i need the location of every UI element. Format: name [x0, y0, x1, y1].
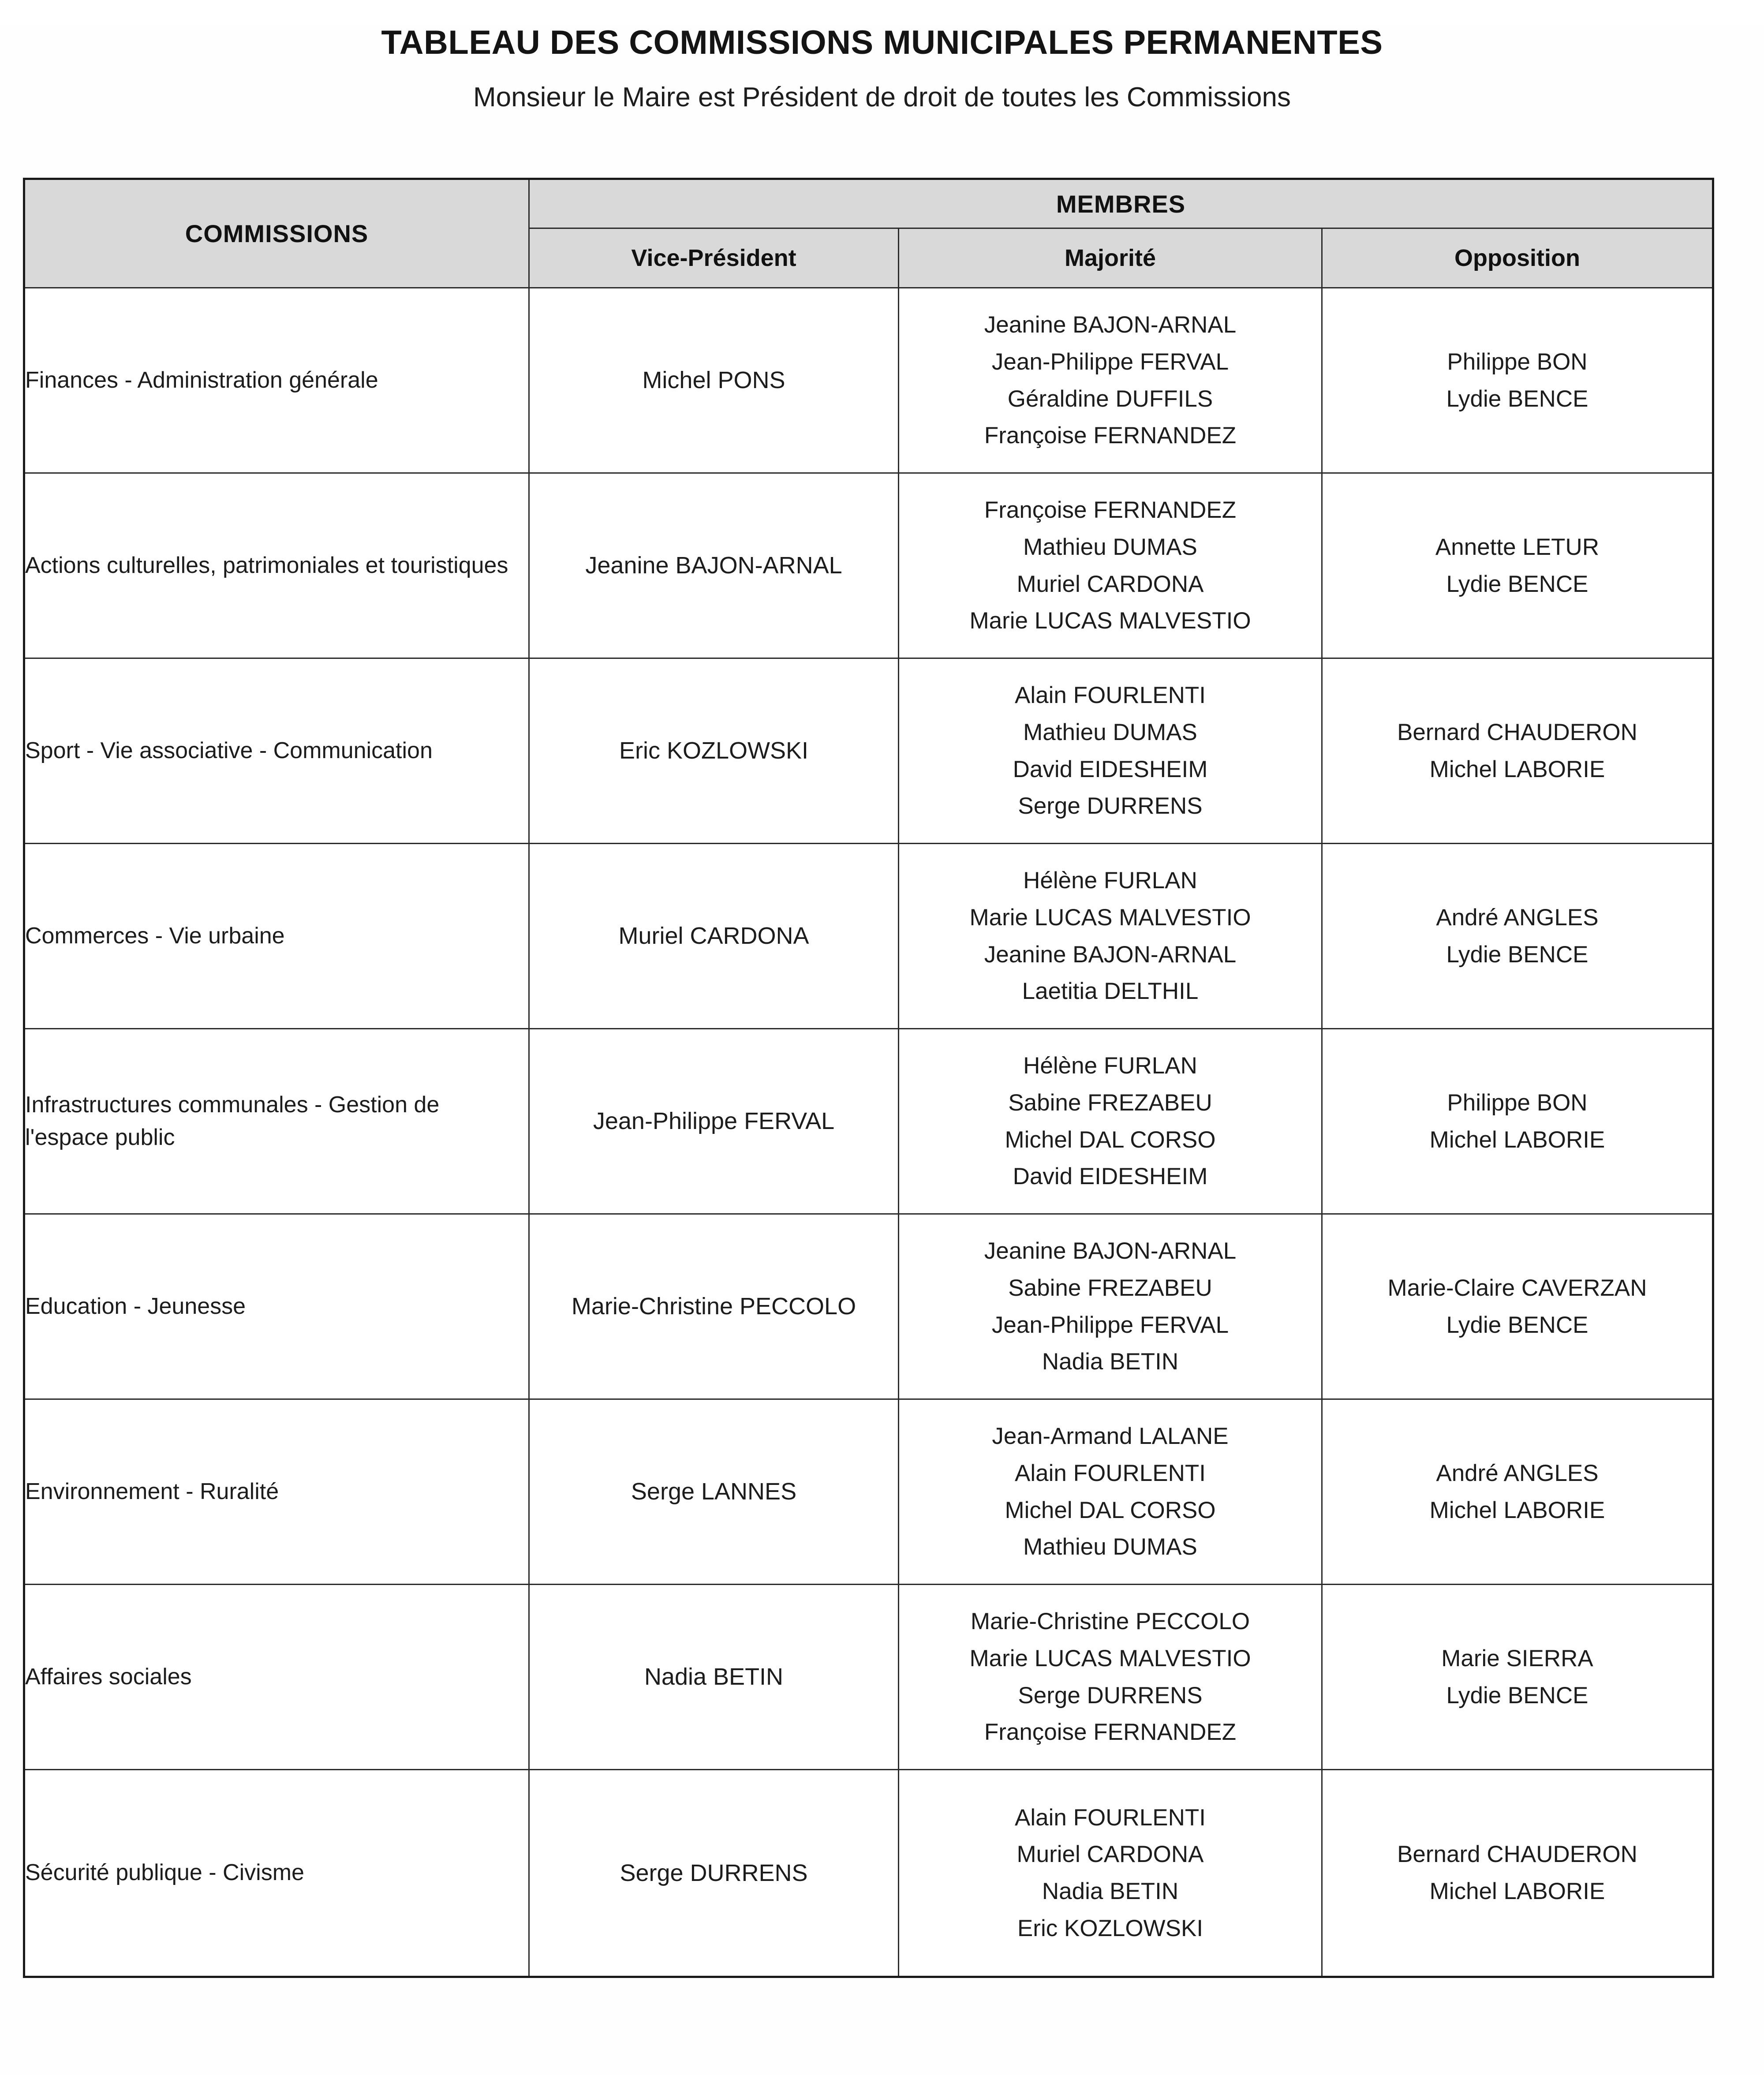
- opposition-members-cell: [1322, 1770, 1713, 1977]
- majorite-members-cell: [899, 1770, 1322, 1977]
- member-name: Mathieu DUMAS: [1023, 719, 1197, 745]
- member-name: Muriel CARDONA: [1017, 1841, 1204, 1868]
- majorite-members-cell: [899, 844, 1322, 1029]
- member-name: Mathieu DUMAS: [1023, 1534, 1197, 1560]
- commission-name-cell: Infrastructures communales - Gestion de l'espace public: [24, 1029, 529, 1214]
- majorite-members-cell: [899, 1029, 1322, 1214]
- member-name: Marie SIERRA: [1441, 1645, 1593, 1671]
- member-name: Philippe BON: [1447, 1089, 1588, 1116]
- column-header-membres: MEMBRES: [529, 179, 1713, 228]
- opposition-members-cell: [1322, 1585, 1713, 1770]
- table-row: [24, 473, 1713, 658]
- opposition-members-cell: [1322, 658, 1713, 844]
- member-name: Nadia BETIN: [1042, 1878, 1179, 1904]
- commission-name-cell: Commerces - Vie urbaine: [24, 844, 529, 1029]
- member-name: Mathieu DUMAS: [1023, 534, 1197, 560]
- member-name: David EIDESHEIM: [1013, 756, 1208, 782]
- vice-president-cell: Jean-Philippe FERVAL: [529, 1029, 899, 1214]
- table-body: [24, 288, 1713, 1977]
- member-name: Michel LABORIE: [1429, 756, 1605, 782]
- table-row: [24, 1029, 1713, 1214]
- member-name: Serge DURRENS: [1018, 1682, 1203, 1709]
- vice-president-cell: Eric KOZLOWSKI: [529, 658, 899, 844]
- member-name: Michel LABORIE: [1429, 1126, 1605, 1153]
- member-name: Marie-Christine PECCOLO: [970, 1608, 1250, 1635]
- member-name: Lydie BENCE: [1446, 1682, 1588, 1709]
- column-header-majorite: Majorité: [899, 228, 1322, 288]
- vice-president-cell: Nadia BETIN: [529, 1585, 899, 1770]
- member-name: Hélène FURLAN: [1023, 1053, 1197, 1079]
- vice-president-cell: Muriel CARDONA: [529, 844, 899, 1029]
- member-name: Hélène FURLAN: [1023, 867, 1197, 894]
- opposition-members-cell: [1322, 288, 1713, 473]
- member-name: Michel DAL CORSO: [1005, 1126, 1216, 1153]
- majorite-members-cell: [899, 1585, 1322, 1770]
- vice-president-cell: Michel PONS: [529, 288, 899, 473]
- commission-name-cell: Environnement - Ruralité: [24, 1399, 529, 1585]
- commissions-table: [23, 178, 1714, 1978]
- commissions-table-container: [23, 178, 1712, 1978]
- column-header-vice-president: Vice-Président: [529, 228, 899, 288]
- member-name: Jean-Philippe FERVAL: [991, 1312, 1229, 1338]
- member-name: André ANGLES: [1436, 904, 1599, 931]
- member-name: Lydie BENCE: [1446, 941, 1588, 968]
- member-name: Françoise FERNANDEZ: [984, 1719, 1237, 1746]
- member-name: Michel LABORIE: [1429, 1497, 1605, 1523]
- majorite-members-cell: [899, 1214, 1322, 1399]
- commission-name-cell: Sécurité publique - Civisme: [24, 1770, 529, 1977]
- member-name: André ANGLES: [1436, 1460, 1599, 1486]
- vice-president-cell: Serge LANNES: [529, 1399, 899, 1585]
- opposition-members-cell: [1322, 473, 1713, 658]
- member-name: Alain FOURLENTI: [1015, 1804, 1206, 1831]
- member-name: Françoise FERNANDEZ: [984, 422, 1237, 449]
- member-name: Lydie BENCE: [1446, 571, 1588, 597]
- opposition-members-cell: [1322, 1399, 1713, 1585]
- member-name: Sabine FREZABEU: [1008, 1275, 1212, 1301]
- member-name: Nadia BETIN: [1042, 1349, 1179, 1375]
- opposition-members-cell: [1322, 1214, 1713, 1399]
- member-name: Marie LUCAS MALVESTIO: [969, 1645, 1251, 1671]
- member-name: Jeanine BAJON-ARNAL: [984, 1238, 1237, 1264]
- table-row: [24, 1770, 1713, 1977]
- member-name: Laetitia DELTHIL: [1022, 978, 1199, 1005]
- table-row: [24, 1585, 1713, 1770]
- table-head: [24, 179, 1713, 288]
- majorite-members-cell: [899, 473, 1322, 658]
- opposition-members-cell: [1322, 844, 1713, 1029]
- vice-president-cell: Jeanine BAJON-ARNAL: [529, 473, 899, 658]
- member-name: Marie-Claire CAVERZAN: [1387, 1275, 1647, 1301]
- opposition-members-cell: [1322, 1029, 1713, 1214]
- member-name: Jeanine BAJON-ARNAL: [984, 941, 1237, 968]
- member-name: Philippe BON: [1447, 348, 1588, 375]
- member-name: Sabine FREZABEU: [1008, 1089, 1212, 1116]
- member-name: Françoise FERNANDEZ: [984, 497, 1237, 523]
- header-row-top: [24, 179, 1713, 228]
- majorite-members-cell: [899, 288, 1322, 473]
- commission-name-cell: Affaires sociales: [24, 1585, 529, 1770]
- vice-president-cell: Marie-Christine PECCOLO: [529, 1214, 899, 1399]
- member-name: Alain FOURLENTI: [1015, 682, 1206, 709]
- table-row: [24, 288, 1713, 473]
- member-name: Bernard CHAUDERON: [1397, 1841, 1637, 1868]
- member-name: Lydie BENCE: [1446, 385, 1588, 412]
- document-page: [0, 24, 1764, 2075]
- commission-name-cell: Sport - Vie associative - Communication: [24, 658, 529, 844]
- member-name: Jean-Philippe FERVAL: [991, 348, 1229, 375]
- member-name: Bernard CHAUDERON: [1397, 719, 1637, 745]
- member-name: Jean-Armand LALANE: [992, 1423, 1229, 1450]
- member-name: Eric KOZLOWSKI: [1017, 1915, 1203, 1941]
- member-name: Annette LETUR: [1435, 534, 1600, 560]
- member-name: Serge DURRENS: [1018, 793, 1203, 819]
- member-name: Michel LABORIE: [1429, 1878, 1605, 1904]
- table-row: [24, 1214, 1713, 1399]
- member-name: Michel DAL CORSO: [1005, 1497, 1216, 1523]
- commission-name-cell: Finances - Administration générale: [24, 288, 529, 473]
- member-name: Marie LUCAS MALVESTIO: [969, 904, 1251, 931]
- table-row: [24, 844, 1713, 1029]
- member-name: Géraldine DUFFILS: [1007, 385, 1213, 412]
- table-row: [24, 658, 1713, 844]
- member-name: Marie LUCAS MALVESTIO: [969, 608, 1251, 634]
- table-row: [24, 1399, 1713, 1585]
- majorite-members-cell: [899, 658, 1322, 844]
- vice-president-cell: Serge DURRENS: [529, 1770, 899, 1977]
- member-name: Muriel CARDONA: [1017, 571, 1204, 597]
- page-subtitle: Monsieur le Maire est Président de droit de toutes les Commissions: [473, 82, 1291, 112]
- member-name: David EIDESHEIM: [1013, 1163, 1208, 1190]
- member-name: Lydie BENCE: [1446, 1312, 1588, 1338]
- column-header-commissions: COMMISSIONS: [24, 179, 529, 288]
- member-name: Alain FOURLENTI: [1015, 1460, 1206, 1486]
- majorite-members-cell: [899, 1399, 1322, 1585]
- commission-name-cell: Actions culturelles, patrimoniales et touristiques: [24, 473, 529, 658]
- commission-name-cell: Education - Jeunesse: [24, 1214, 529, 1399]
- page-title: TABLEAU DES COMMISSIONS MUNICIPALES PERMANENTES: [381, 24, 1383, 61]
- column-header-opposition: Opposition: [1322, 228, 1713, 288]
- member-name: Jeanine BAJON-ARNAL: [984, 312, 1237, 338]
